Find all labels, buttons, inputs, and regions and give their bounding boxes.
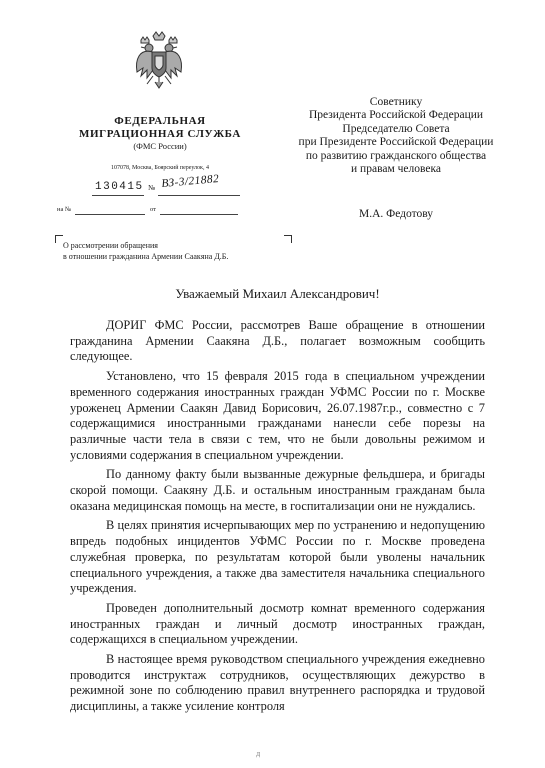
subject bbox=[63, 240, 303, 262]
subject-bracket-left bbox=[55, 235, 63, 243]
subject-line2: в отношении гражданина Армении Саакяна Д.Б. bbox=[63, 252, 229, 261]
paragraph: ДОРИГ ФМС России, рассмотрев Ваше обращение в отношении гражданина Армении Саакяна Д.Б., полагает возможным сообщить следующее. bbox=[70, 318, 485, 364]
agency-name bbox=[60, 115, 260, 141]
date-underline bbox=[92, 195, 144, 196]
paragraph: По данному факту были вызванные дежурные фельдшера, и бригады скорой помощи. Саакяну Д.Б. и остальным иностранным гражданам была оказана медицинская помощь на месте, в госпитализации они не нуждались. bbox=[70, 467, 485, 513]
emblem-icon bbox=[133, 30, 185, 92]
addressee-line: при Президенте Российской Федерации bbox=[298, 136, 494, 149]
registration-number: ВЗ-3/21882 bbox=[160, 173, 220, 190]
letter-body bbox=[70, 318, 485, 719]
agency-name-line1: ФЕДЕРАЛЬНАЯ bbox=[114, 115, 206, 127]
addressee-block bbox=[296, 96, 496, 176]
paragraph: Установлено, что 15 февраля 2015 года в специальном учреждении временного содержания иностранных граждан УФМС России по г. Москве уроженец Армении Саакян Давид Борисович, 26.07.1987г.р., совместно с 7 содержащимися иностранными гражданами нанесли себе порезы на различные части тела в связи с тем, что не были довольны режимом и условиями содержания в специальном учреждении. bbox=[70, 369, 485, 462]
agency-address: 107078, Москва, Боярский переулок, 4 bbox=[111, 165, 209, 171]
number-underline bbox=[158, 195, 240, 196]
addressee-line: по развитию гражданского общества bbox=[305, 149, 487, 162]
paragraph: В настоящее время руководством специального учреждения ежедневно проводится инструктаж сотрудников, осуществляющих дежурство в режимной зоне по соблюдению правил внутреннего распорядка и трудовой дисциплины, а также усиление контроля bbox=[70, 652, 485, 714]
reference-from-label: от bbox=[150, 206, 157, 213]
registration-date: 130415 bbox=[95, 181, 144, 193]
salutation: Уважаемый Михаил Александрович! bbox=[175, 286, 380, 301]
addressee-line: Советнику bbox=[369, 96, 423, 108]
paragraph: В целях принятия исчерпывающих мер по устранению и недопущению впредь подобных инцидентов УФМС России по г. Москве проведена служебная проверка, по результатам которой были уволены начальник специального учреждения, а также два заместителя начальника специального учреждения. bbox=[70, 518, 485, 596]
reference-from-underline bbox=[160, 214, 238, 215]
subject-line1: О рассмотрении обращения bbox=[63, 241, 158, 250]
reference-label: на № bbox=[57, 206, 72, 213]
paragraph: Проведен дополнительный досмотр комнат временного содержания иностранных граждан и личный досмотр иностранных граждан, содержащихся в специальном учреждении. bbox=[70, 600, 485, 647]
agency-name-line2: МИГРАЦИОННАЯ СЛУЖБА bbox=[79, 128, 241, 140]
addressee-line: Президента Российской Федерации bbox=[308, 109, 484, 122]
addressee-line: Председателю Совета bbox=[342, 122, 450, 135]
reference-underline bbox=[75, 214, 145, 215]
addressee-line: и правам человека bbox=[351, 163, 441, 176]
registration-number-label: № bbox=[148, 183, 156, 192]
page-mark: Д bbox=[256, 752, 261, 758]
addressee-name: М.А. Федотову bbox=[358, 208, 434, 220]
agency-abbreviation: (ФМС России) bbox=[133, 141, 187, 151]
